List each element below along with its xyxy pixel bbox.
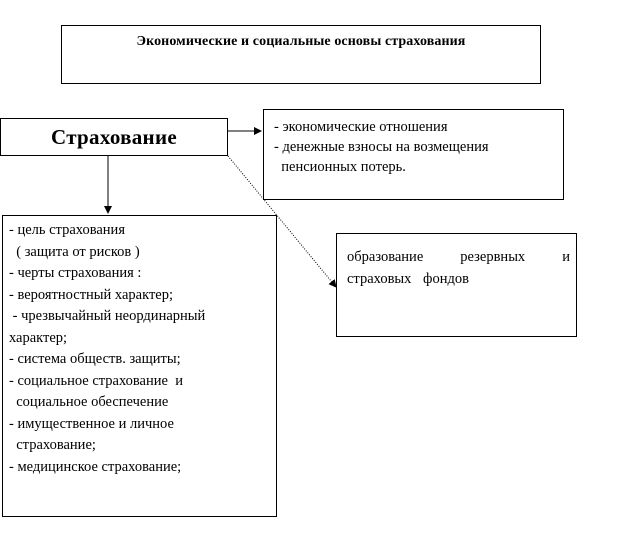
funds-formation-box <box>336 233 577 337</box>
main-concept-box <box>0 118 228 156</box>
economic-line: пенсионных потерь. <box>274 159 406 175</box>
list-item: - вероятностный характер; <box>9 286 173 303</box>
list-item: - имущественное и личное <box>9 415 174 432</box>
list-item: - чрезвычайный неординарный <box>9 308 206 324</box>
list-item: - медицинское страхование; <box>9 458 182 475</box>
list-item: социальное обеспечение <box>9 394 169 410</box>
title-box <box>61 25 541 84</box>
economic-line: - экономические отношения <box>274 119 448 135</box>
list-item: - черты страхования : <box>9 265 142 281</box>
economic-line: - денежные взносы на возмещения <box>274 139 489 155</box>
list-item: характер; <box>9 329 68 346</box>
list-item: ( защита от рисков ) <box>9 243 140 260</box>
economic-relations-box <box>263 109 564 200</box>
list-item: - социальное страхование и <box>9 372 183 389</box>
main-concept-label: Страхование <box>51 125 177 149</box>
funds-line: образование резервных и <box>347 249 570 265</box>
list-item: страхование; <box>9 437 96 453</box>
diagram-title: Экономические и социальные основы страхования <box>136 34 466 49</box>
insurance-features-box <box>2 215 277 517</box>
funds-line: страховых фондов <box>347 271 469 287</box>
list-item: - цель страхования <box>9 222 125 238</box>
list-item: - система обществ. защиты; <box>9 351 181 367</box>
